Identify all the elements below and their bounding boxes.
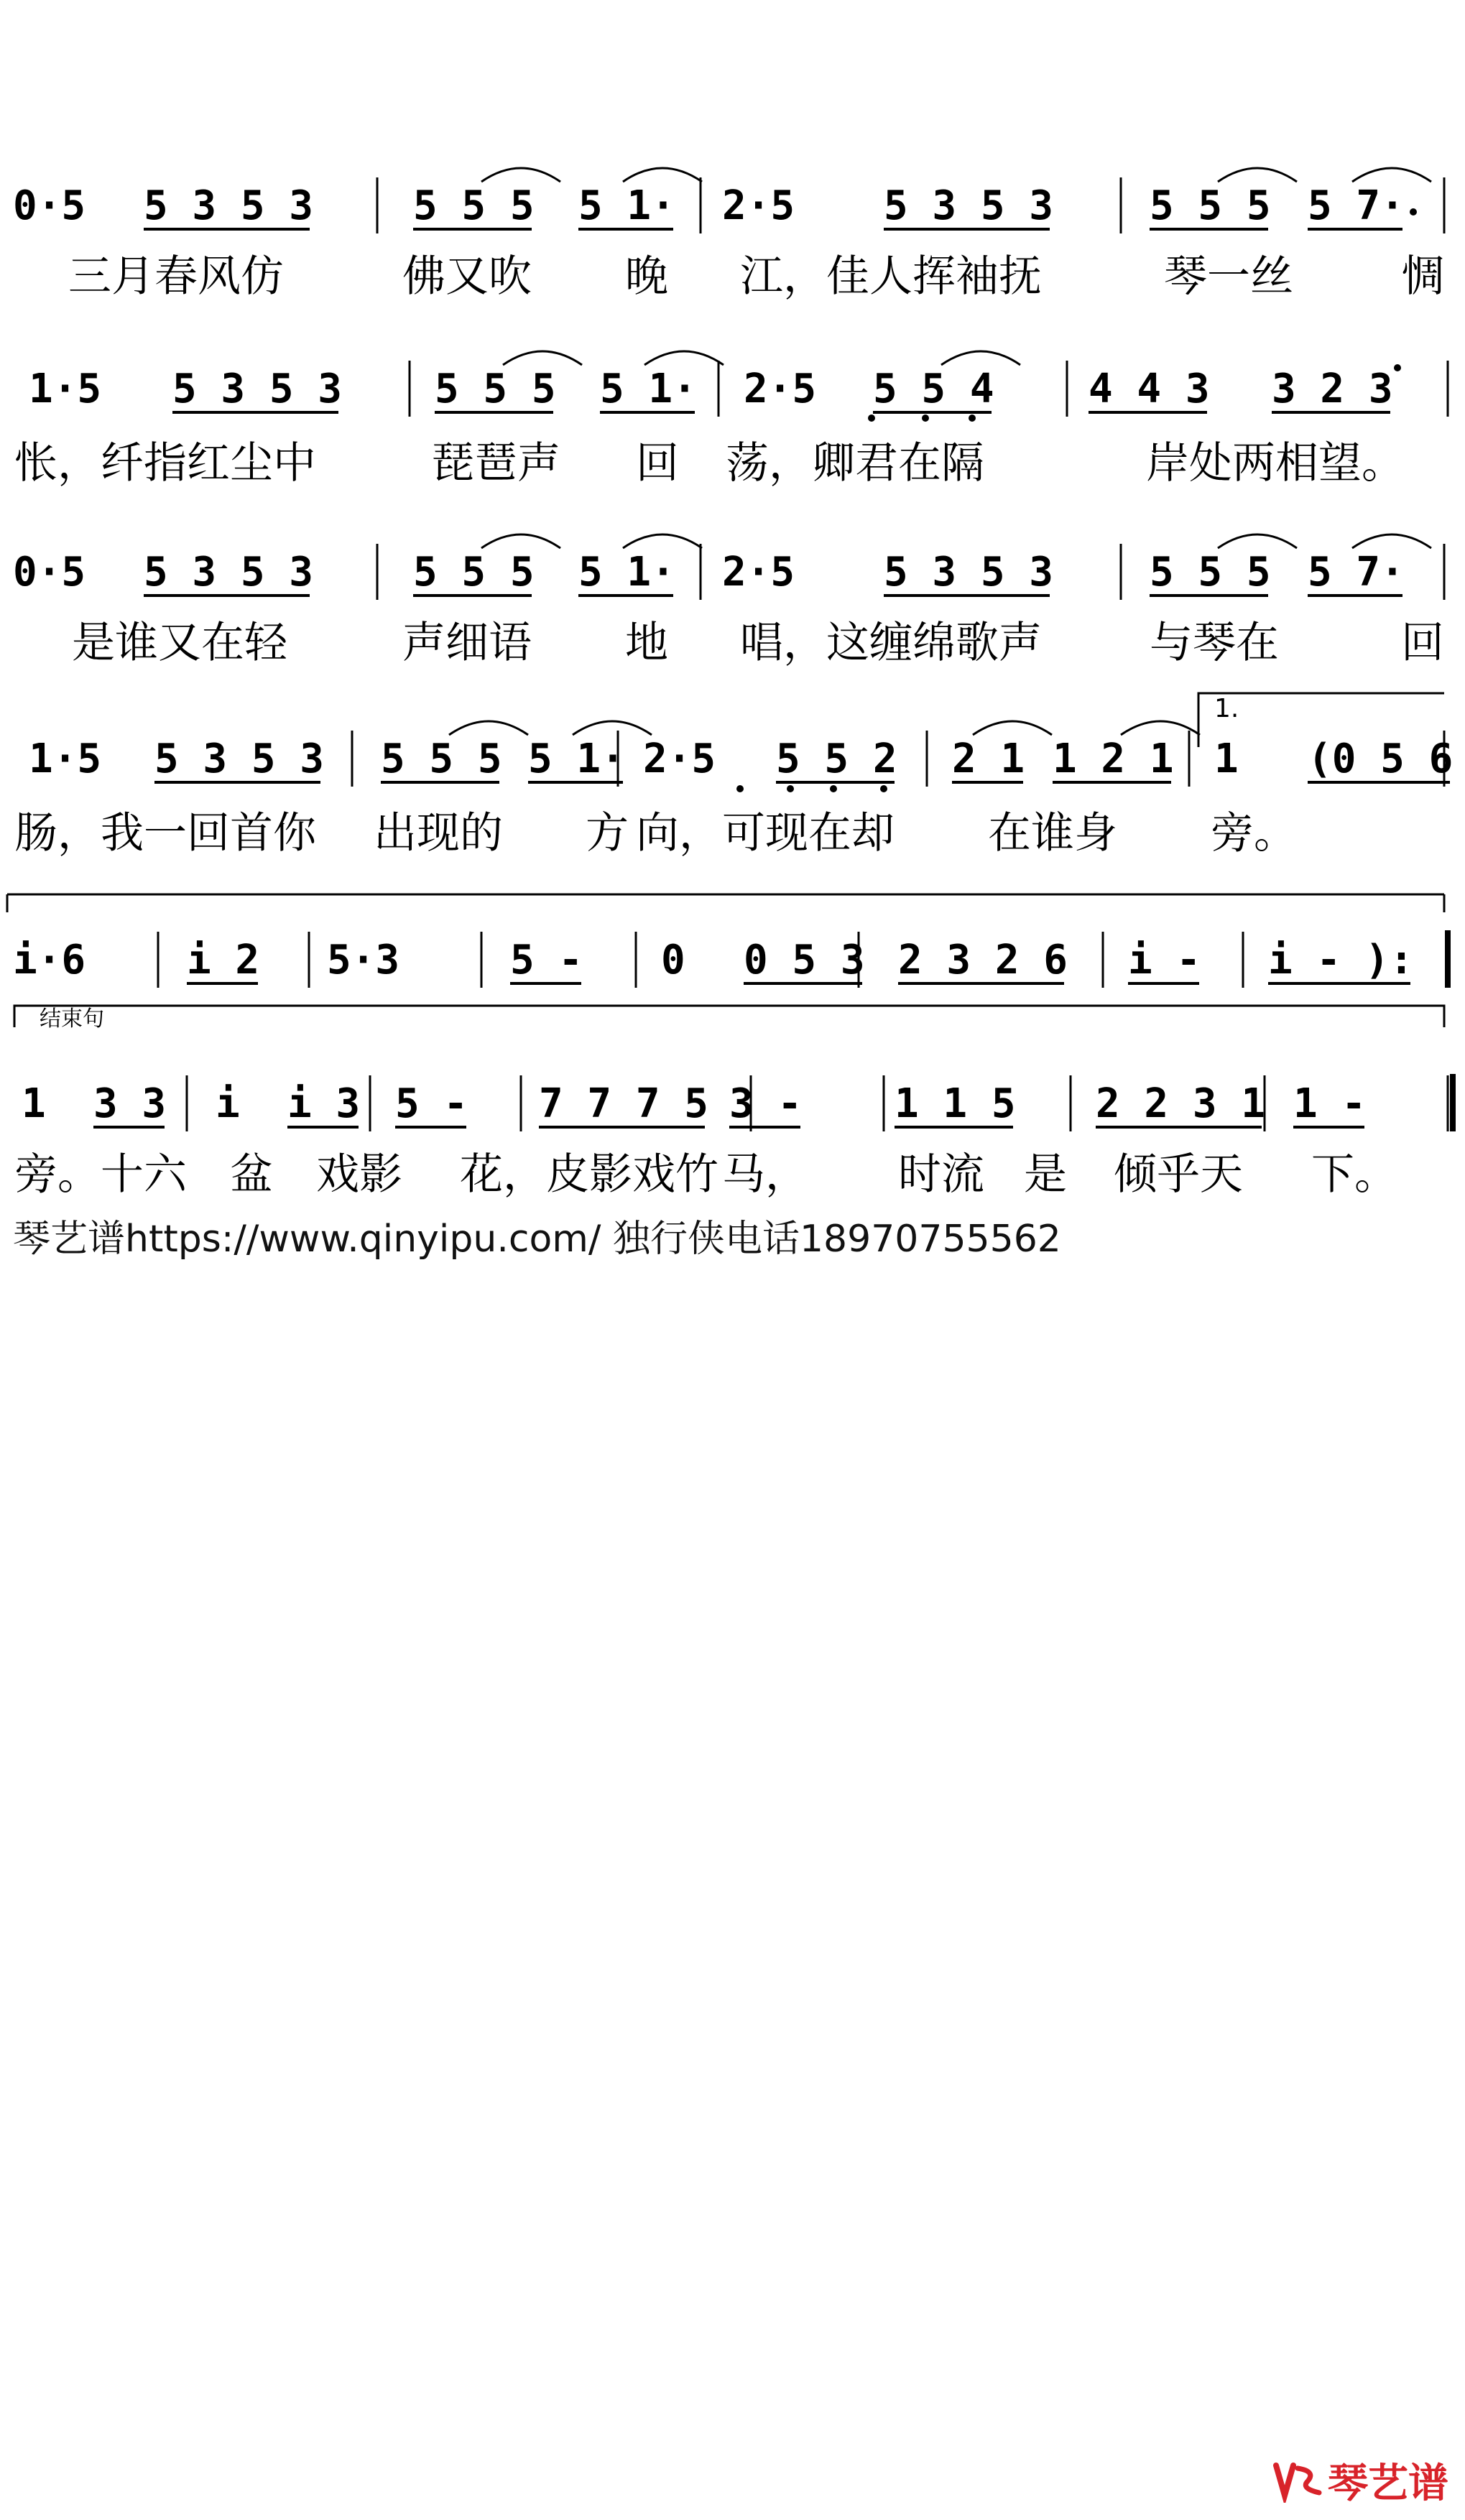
lyric-text: 下。 <box>1311 1149 1397 1200</box>
footer-credit: 琴艺谱https://www.qinyipu.com/ 独行侠电话18970755562 <box>13 1218 1061 1261</box>
note-group: 5 5 5 <box>1150 549 1271 596</box>
note-group: 5 1· <box>578 182 675 229</box>
octave-dot <box>922 414 929 422</box>
note-group: 1 2 1 <box>1053 736 1174 782</box>
lyric-text: 惆 <box>1401 251 1444 302</box>
note-group: 5 5 4 <box>873 366 994 412</box>
lyric-text: 旁。 <box>1211 808 1297 858</box>
note-group: 2·5 <box>643 736 716 782</box>
lyric-text: 是谁又在轻 <box>72 618 287 668</box>
lyric-text: 琴一丝 <box>1164 251 1293 302</box>
lyric-text: 旁。十六 <box>14 1149 187 1200</box>
note-group: 5 7· <box>1308 182 1405 229</box>
ending-label: 结束句 <box>40 1006 104 1032</box>
note-group: (0 5 6 <box>1308 736 1454 782</box>
lyric-text: 倾乎天 <box>1114 1149 1243 1200</box>
lyric-text: 马， <box>722 1149 808 1200</box>
lyric-text: 唱，这缠绵歌声 <box>740 618 1042 668</box>
lyric-text: 在谁身 <box>988 808 1117 858</box>
note-group: i·6 <box>13 937 86 983</box>
tie-slur <box>481 534 560 548</box>
note-group: 5 1· <box>578 549 675 596</box>
note-group: 2·5 <box>722 182 795 229</box>
note-group: 1 - <box>1293 1080 1367 1127</box>
octave-dot <box>787 785 794 792</box>
tie-slur <box>1218 534 1297 548</box>
lyric-text: 盆 <box>230 1149 273 1200</box>
note-group: 5 3 5 3 <box>884 549 1054 596</box>
note-group: 2·5 <box>744 366 817 412</box>
note-group: 5 3 5 3 <box>172 366 343 412</box>
tie-slur <box>623 168 702 182</box>
note-group: 5 5 5 <box>381 736 502 782</box>
tie-slur <box>1352 168 1431 182</box>
tie-slur <box>941 351 1020 365</box>
note-group: i - ): <box>1268 937 1414 983</box>
logo-text: 琴艺谱 <box>1328 2460 1448 2507</box>
note-group: 5 3 5 3 <box>884 182 1054 229</box>
note-group: 1 <box>22 1080 46 1127</box>
lyric-text: 方 <box>586 808 629 858</box>
note-group: i 3 <box>287 1080 361 1127</box>
lyric-text: 荡，卿君在隔 <box>726 438 984 488</box>
tie-slur <box>449 721 528 735</box>
tie-slur <box>973 721 1052 735</box>
lyric-text: 肠，我一回首你 <box>14 808 316 858</box>
lyric-text: 戏影 <box>316 1149 402 1200</box>
note-group: 3 3 <box>93 1080 167 1127</box>
octave-dot <box>830 785 837 792</box>
note-group: 5 5 5 <box>1150 182 1271 229</box>
note-group: 5 5 5 <box>413 182 535 229</box>
volta-label: 1. <box>1214 694 1239 723</box>
note-group: i <box>216 1080 240 1127</box>
lyric-text: 晚 <box>625 251 668 302</box>
lyric-text: 时流 <box>898 1149 984 1200</box>
note-group: 5 7· <box>1308 549 1405 596</box>
note-group: 5·3 <box>327 937 400 983</box>
lyric-text: 向，可现在却 <box>636 808 895 858</box>
tie-slur <box>1218 168 1297 182</box>
note-group: 7 7 7 5 <box>539 1080 709 1127</box>
note-group: 4 4 3 <box>1089 366 1210 412</box>
note-group: 5 3 5 3 <box>144 549 314 596</box>
lyric-text: 皮影戏竹 <box>546 1149 718 1200</box>
octave-dot <box>1410 208 1417 216</box>
tie-slur <box>623 534 702 548</box>
note-group: 5 1· <box>528 736 625 782</box>
note-group: 1 1 5 <box>895 1080 1016 1127</box>
tie-slur <box>573 721 652 735</box>
note-group: 3 2 3 <box>1272 366 1393 412</box>
lyric-text: 回 <box>636 438 679 488</box>
note-group: 5 3 5 3 <box>144 182 314 229</box>
tie-slur <box>481 168 560 182</box>
note-group: 5 1· <box>600 366 697 412</box>
ending-bracket <box>14 1006 1444 1027</box>
lyric-text: 声细语 <box>402 618 532 668</box>
lyric-text: 地 <box>625 618 668 668</box>
note-group: 0·5 <box>13 182 86 229</box>
lyric-text: 回 <box>1401 618 1444 668</box>
note-group: 2 2 3 1 <box>1096 1080 1266 1127</box>
tie-slur <box>1352 534 1431 548</box>
note-group: 2·5 <box>722 549 795 596</box>
lyric-text: 三月春风仿 <box>68 251 284 302</box>
note-group: 1·5 <box>29 366 102 412</box>
lyric-text: 与琴在 <box>1150 618 1279 668</box>
note-group: 5 5 2 <box>776 736 897 782</box>
note-group: i 2 <box>187 937 260 983</box>
lyric-text: 怅，纤指红尘中 <box>14 438 316 488</box>
lyric-text: 琵琶声 <box>431 438 560 488</box>
lyric-text: 江，佳人挥袖抚 <box>740 251 1042 302</box>
note-group: 5 - <box>395 1080 468 1127</box>
note-group: 1·5 <box>29 736 102 782</box>
qinyipu-logo-icon <box>1272 2458 1325 2503</box>
note-group: 0 <box>661 937 685 983</box>
note-group: 2 3 2 6 <box>898 937 1068 983</box>
lyric-text: 佛又吹 <box>402 251 532 302</box>
lyric-text: 岸处两相望。 <box>1146 438 1405 488</box>
lyric-text: 是 <box>1024 1149 1067 1200</box>
note-group: 2 1 <box>952 736 1025 782</box>
tie-slur <box>503 351 582 365</box>
note-group: 3 - <box>729 1080 803 1127</box>
note-group: 5 5 5 <box>413 549 535 596</box>
note-group: 0·5 <box>13 549 86 596</box>
note-group: 1 <box>1214 736 1239 782</box>
note-group: 5 - <box>510 937 583 983</box>
octave-dot <box>880 785 887 792</box>
note-group: 0 5 3 <box>744 937 865 983</box>
tie-slur <box>644 351 724 365</box>
octave-dot <box>736 785 744 792</box>
lyric-text: 花， <box>460 1149 546 1200</box>
note-group: 5 3 5 3 <box>154 736 325 782</box>
octave-dot <box>1394 364 1401 371</box>
note-group: 5 5 5 <box>435 366 556 412</box>
brand-logo <box>1272 2455 1448 2506</box>
octave-dot <box>868 414 875 422</box>
note-group: i - <box>1128 937 1201 983</box>
octave-dot <box>969 414 976 422</box>
lyric-text: 出现的 <box>374 808 503 858</box>
